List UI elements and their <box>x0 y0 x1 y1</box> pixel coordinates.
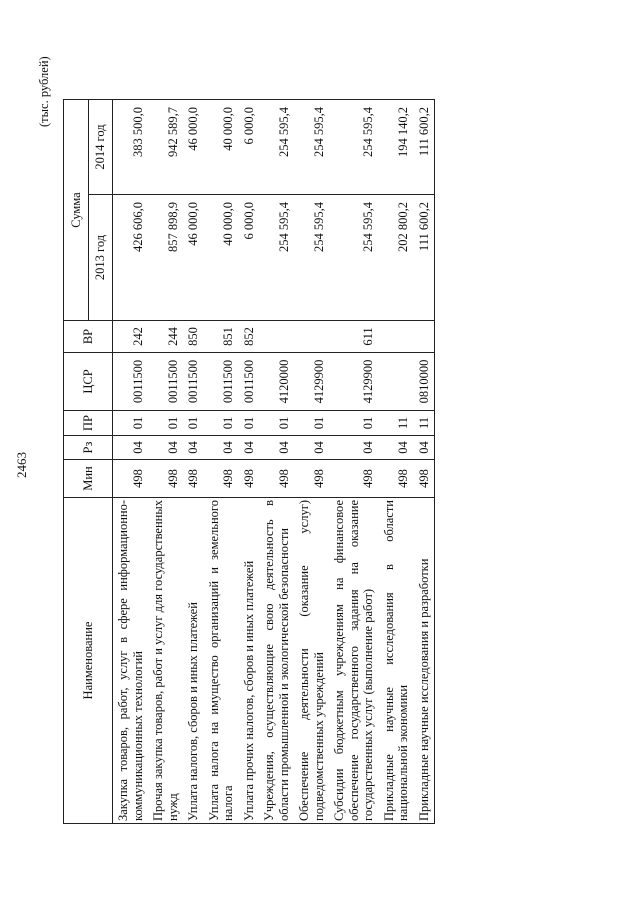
row-vr: 242 <box>113 321 149 353</box>
table-row <box>329 100 379 824</box>
row-vr: 851 <box>204 321 239 353</box>
header-vr: ВР <box>64 321 113 353</box>
row-csr: 0011500 <box>148 353 183 411</box>
row-pr: 11 <box>414 411 435 436</box>
row-pr: 01 <box>204 411 239 436</box>
row-amount-2014: 6 000,0 <box>239 100 260 195</box>
row-amount-2013: 254 595,4 <box>259 195 294 321</box>
row-name: Прикладные научные исследования в области национальной экономики <box>379 498 414 824</box>
row-vr: 850 <box>183 321 204 353</box>
row-name: Уплата налога на имущество организаций и земельного налога <box>204 498 239 824</box>
row-amount-2014: 194 140,2 <box>379 100 414 195</box>
row-amount-2013: 202 800,2 <box>379 195 414 321</box>
row-amount-2014: 46 000,0 <box>183 100 204 195</box>
table-row <box>294 100 329 824</box>
row-amount-2014: 254 595,4 <box>329 100 379 195</box>
row-csr: 0011500 <box>113 353 149 411</box>
row-min: 498 <box>204 460 239 498</box>
row-amount-2014: 40 000,0 <box>204 100 239 195</box>
row-vr <box>414 321 435 353</box>
row-csr: 0011500 <box>204 353 239 411</box>
header-name: Наименование <box>64 498 113 824</box>
row-rz: 04 <box>239 436 260 460</box>
row-amount-2013: 857 898,9 <box>148 195 183 321</box>
row-csr: 4120000 <box>259 353 294 411</box>
row-name: Субсидии бюджетным учреждениям на финансовое обеспечение государственного задания на оказание государственных услуг (выполнение работ) <box>329 498 379 824</box>
row-amount-2013: 6 000,0 <box>239 195 260 321</box>
row-name: Учреждения, осуществляющие свою деятельность в области промышленной и экологической безопасности <box>259 498 294 824</box>
row-csr: 0011500 <box>239 353 260 411</box>
budget-table <box>63 99 435 824</box>
table-row <box>204 100 239 824</box>
header-sum: Сумма <box>64 100 89 321</box>
row-min: 498 <box>294 460 329 498</box>
row-vr: 852 <box>239 321 260 353</box>
row-rz: 04 <box>204 436 239 460</box>
row-pr: 11 <box>379 411 414 436</box>
row-min: 498 <box>329 460 379 498</box>
table-row <box>113 100 149 824</box>
row-csr <box>379 353 414 411</box>
row-vr <box>294 321 329 353</box>
row-vr <box>379 321 414 353</box>
table-row <box>239 100 260 824</box>
header-2014: 2014 год <box>88 100 113 195</box>
row-amount-2014: 111 600,2 <box>414 100 435 195</box>
row-pr: 01 <box>329 411 379 436</box>
row-rz: 04 <box>148 436 183 460</box>
units-label: (тыс. рублей) <box>37 56 51 127</box>
row-rz: 04 <box>379 436 414 460</box>
row-rz: 04 <box>329 436 379 460</box>
row-name: Прикладные научные исследования и разработки <box>414 498 435 824</box>
table-row <box>414 100 435 824</box>
row-rz: 04 <box>113 436 149 460</box>
header-pr: ПР <box>64 411 113 436</box>
page-number: 2463 <box>14 452 29 478</box>
header-csr: ЦСР <box>64 353 113 411</box>
row-name: Уплата налогов, сборов и иных платежей <box>183 498 204 824</box>
row-pr: 01 <box>259 411 294 436</box>
row-pr: 01 <box>239 411 260 436</box>
row-pr: 01 <box>148 411 183 436</box>
row-csr: 0810000 <box>414 353 435 411</box>
row-csr: 0011500 <box>183 353 204 411</box>
table-row <box>259 100 294 824</box>
row-csr: 4129900 <box>294 353 329 411</box>
row-amount-2013: 111 600,2 <box>414 195 435 321</box>
header-row <box>64 100 89 824</box>
row-csr: 4129900 <box>329 353 379 411</box>
row-amount-2013: 254 595,4 <box>294 195 329 321</box>
row-amount-2013: 426 606,0 <box>113 195 149 321</box>
row-pr: 01 <box>183 411 204 436</box>
row-amount-2014: 942 589,7 <box>148 100 183 195</box>
table-body <box>113 100 435 824</box>
row-rz: 04 <box>414 436 435 460</box>
row-amount-2014: 254 595,4 <box>259 100 294 195</box>
row-rz: 04 <box>183 436 204 460</box>
row-amount-2013: 46 000,0 <box>183 195 204 321</box>
row-min: 498 <box>113 460 149 498</box>
row-amount-2014: 383 500,0 <box>113 100 149 195</box>
row-min: 498 <box>239 460 260 498</box>
row-name: Уплата прочих налогов, сборов и иных платежей <box>239 498 260 824</box>
row-min: 498 <box>379 460 414 498</box>
row-amount-2013: 254 595,4 <box>329 195 379 321</box>
row-vr: 611 <box>329 321 379 353</box>
header-min: Мин <box>64 460 113 498</box>
header-rz: Рз <box>64 436 113 460</box>
row-amount-2014: 254 595,4 <box>294 100 329 195</box>
table-row <box>379 100 414 824</box>
row-min: 498 <box>414 460 435 498</box>
row-pr: 01 <box>294 411 329 436</box>
row-rz: 04 <box>259 436 294 460</box>
row-vr: 244 <box>148 321 183 353</box>
row-vr <box>259 321 294 353</box>
row-pr: 01 <box>113 411 149 436</box>
row-name: Обеспечение деятельности (оказание услуг) подведомственных учреждений <box>294 498 329 824</box>
header-2013: 2013 год <box>88 195 113 321</box>
row-name: Прочая закупка товаров, работ и услуг для государственных нужд <box>148 498 183 824</box>
row-min: 498 <box>259 460 294 498</box>
row-min: 498 <box>183 460 204 498</box>
row-min: 498 <box>148 460 183 498</box>
row-name: Закупка товаров, работ, услуг в сфере информационно-коммуникационных технологий <box>113 498 149 824</box>
row-rz: 04 <box>294 436 329 460</box>
row-amount-2013: 40 000,0 <box>204 195 239 321</box>
table-row <box>183 100 204 824</box>
table-row <box>148 100 183 824</box>
